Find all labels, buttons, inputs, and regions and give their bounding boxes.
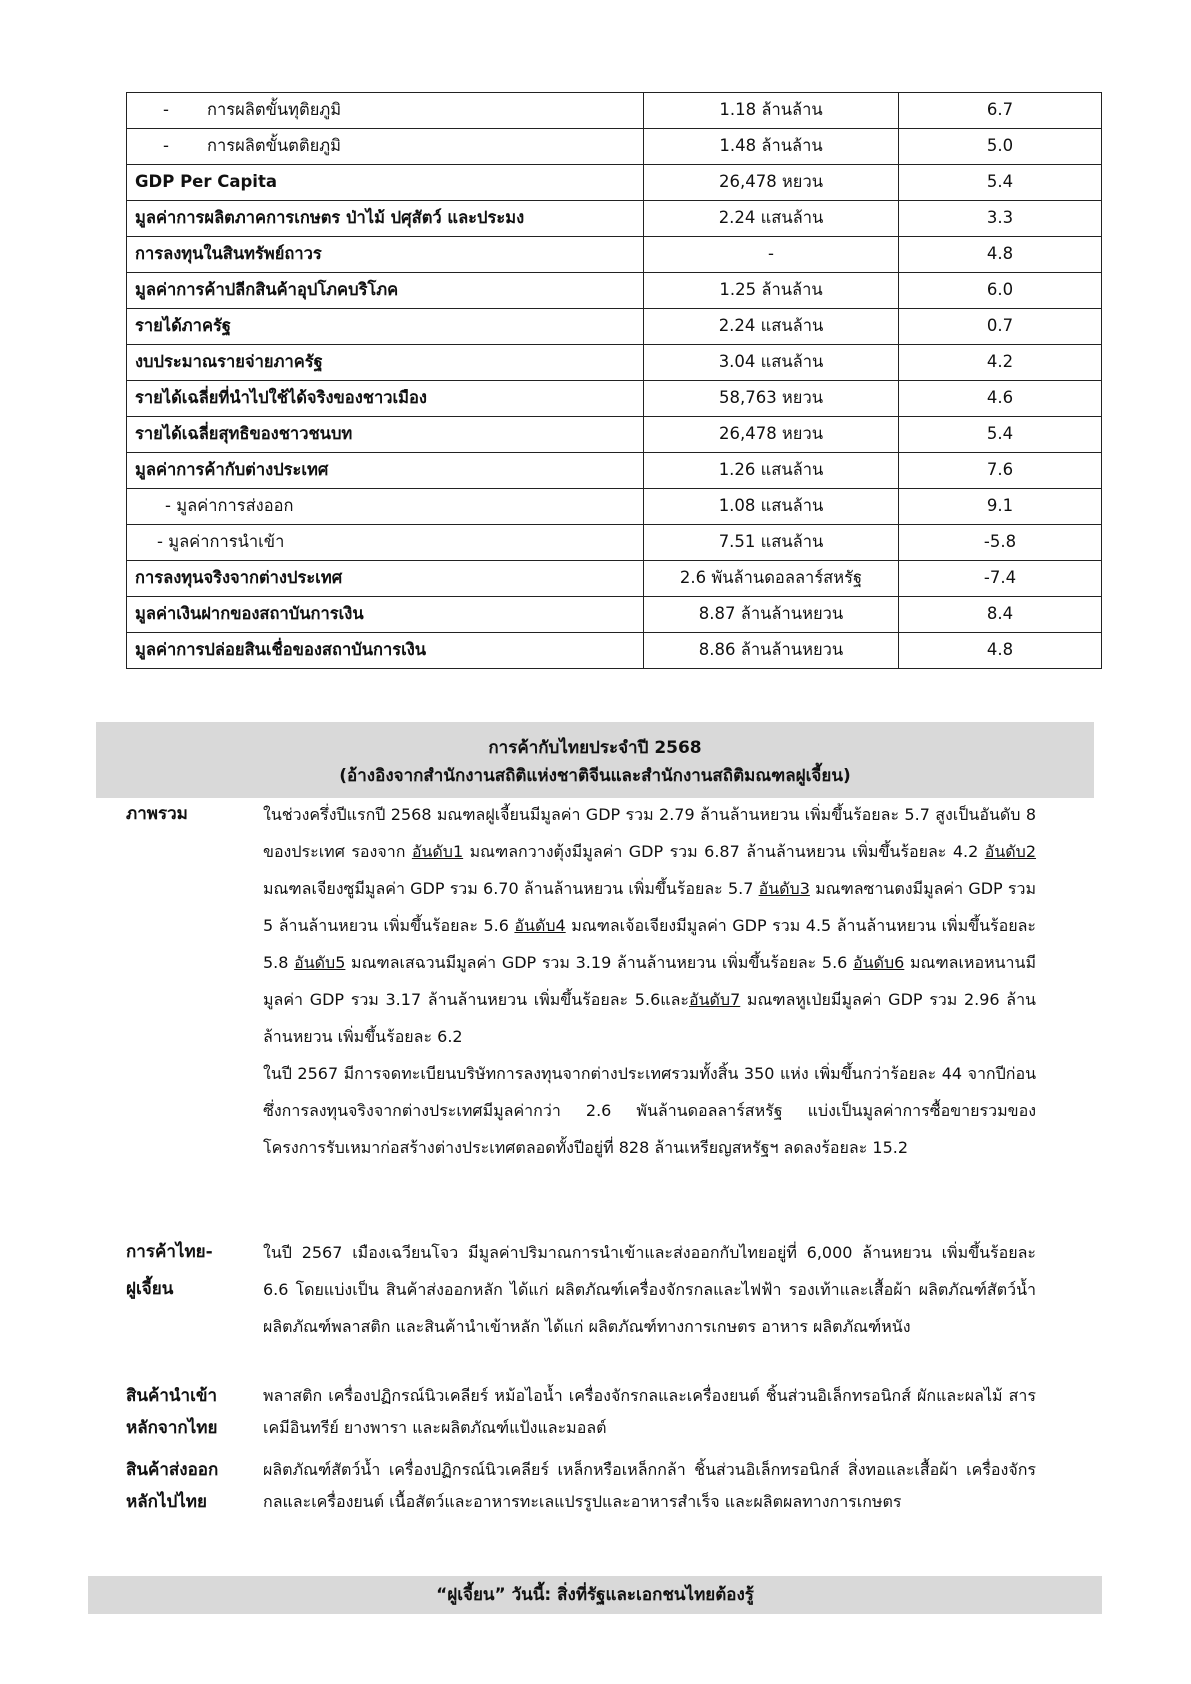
row-label-text: GDP Per Capita <box>135 172 277 192</box>
trade-label-line1: การค้าไทย- <box>126 1242 213 1262</box>
row-value: 2.6 พันล้านดอลลาร์สหรัฐ <box>644 561 899 597</box>
rank-4-label: อันดับ4 <box>514 916 566 935</box>
table-row <box>127 489 1102 525</box>
exports-label-line2: หลักไปไทย <box>126 1492 207 1512</box>
row-value: 2.24 แสนล้าน <box>644 201 899 237</box>
rank-1-label: อันดับ1 <box>411 842 464 861</box>
row-value: 1.25 ล้านล้าน <box>644 273 899 309</box>
row-label <box>127 525 644 561</box>
table-row <box>127 417 1102 453</box>
row-percent-change: -7.4 <box>899 561 1102 597</box>
row-label-text: มูลค่าการปล่อยสินเชื่อของสถาบันการเงิน <box>135 640 427 660</box>
row-percent-change: 5.4 <box>899 417 1102 453</box>
section-subtitle: (อ้างอิงจากสำนักงานสถิติแห่งชาติจีนและสำนักงานสถิติมณฑลฝูเจี้ยน) <box>339 766 851 786</box>
bullet-dash: - <box>163 100 169 120</box>
row-value: 26,478 หยวน <box>644 417 899 453</box>
text-run: มณฑลเจียงซูมีมูลค่า GDP รวม 6.70 ล้านล้านหยวน เพิ่มขึ้นร้อยละ 5.7 <box>263 879 759 898</box>
rank-3-label: อันดับ3 <box>758 879 810 898</box>
row-percent-change: 0.7 <box>899 309 1102 345</box>
table-row <box>127 381 1102 417</box>
row-label-text: รายได้ภาครัฐ <box>135 316 231 336</box>
row-label <box>127 453 644 489</box>
table-row <box>127 273 1102 309</box>
overview-paragraph-2: ในปี 2567 มีการจดทะเบียนบริษัทการลงทุนจากต่างประเทศรวมทั้งสิ้น 350 แห่ง เพิ่มขึ้นกว่าร้อยละ 44 จากปีก่อน ซึ่งการลงทุนจริงจากต่างประเทศมีมูลค่ากว่า 2.6 พันล้านดอลลาร์สหรัฐ แบ่งเป็นมูลค่าการซื้อขายรวมของโครงการรับเหมาก่อสร้างต่างประเทศตลอดทั้งปีอยู่ที่ 828 ล้านเหรียญสหรัฐฯ ลดลงร้อยละ 15.2 <box>263 1064 1036 1157</box>
section-title: การค้ากับไทยประจำปี 2568 <box>488 738 702 758</box>
row-label <box>127 165 644 201</box>
text-run: มณฑลหูเป่ยมีมูลค่า GDP รวม 2.96 ล้านล้านหยวน เพิ่มขึ้นร้อยละ 6.2 <box>263 990 1036 1046</box>
overview-label: ภาพรวม <box>126 804 188 824</box>
row-value: 26,478 หยวน <box>644 165 899 201</box>
exports-label <box>126 1454 256 1518</box>
row-label <box>127 237 644 273</box>
row-value: 1.26 แสนล้าน <box>644 453 899 489</box>
table-row <box>127 165 1102 201</box>
row-value: 7.51 แสนล้าน <box>644 525 899 561</box>
trade-text: ในปี 2567 เมืองเฉวียนโจว มีมูลค่าปริมาณการนำเข้าและส่งออกกับไทยอยู่ที่ 6,000 ล้านหยวน เพิ่มขึ้นร้อยละ 6.6 โดยแบ่งเป็น สินค้าส่งออกหลัก ได้แก่ ผลิตภัณฑ์เครื่องจักรกลและไฟฟ้า รองเท้าและเสื้อผ้า ผลิตภัณฑ์สัตว์น้ำ ผลิตภัณฑ์พลาสติก และสินค้านำเข้าหลัก ได้แก่ ผลิตภัณฑ์ทางการเกษตร อาหาร ผลิตภัณฑ์หนัง <box>263 1243 1036 1336</box>
text-run: ในช่วงครึ่งปีแรกปี 2568 มณฑลฝูเจี้ยนมีมูลค่า GDP รวม 2.79 ล้านล้านหยวน เพิ่มขึ้นร้อยละ 5.7 สูงเป็นอันดับ 8 ของประเทศ รองจาก <box>263 805 1036 861</box>
footer-banner: “ฝูเจี้ยน” วันนี้: สิ่งที่รัฐและเอกชนไทยต้องรู้ <box>88 1576 1102 1614</box>
row-percent-change: -5.8 <box>899 525 1102 561</box>
rank-6-label: อันดับ6 <box>853 953 905 972</box>
text-run: มณฑลเสฉวนมีมูลค่า GDP รวม 3.19 ล้านล้านหยวน เพิ่มขึ้นร้อยละ 5.6 <box>345 953 854 972</box>
row-percent-change: 8.4 <box>899 597 1102 633</box>
table-row <box>127 93 1102 129</box>
row-label <box>127 597 644 633</box>
row-label-text: มูลค่าการค้าปลีกสินค้าอุปโภคบริโภค <box>135 280 399 300</box>
row-label <box>127 129 644 165</box>
row-percent-change: 6.7 <box>899 93 1102 129</box>
row-label-text: มูลค่าการผลิตภาคการเกษตร ป่าไม้ ปศุสัตว์ และประมง <box>135 208 525 228</box>
table-row <box>127 633 1102 669</box>
row-label-text: การลงทุนในสินทรัพย์ถาวร <box>135 244 322 264</box>
row-label-text: การลงทุนจริงจากต่างประเทศ <box>135 568 343 588</box>
imports-label-line1: สินค้านำเข้า <box>126 1386 218 1406</box>
row-label <box>127 201 644 237</box>
trade-section-header <box>96 722 1094 798</box>
imports-row <box>126 1380 1036 1450</box>
row-value: 8.87 ล้านล้านหยวน <box>644 597 899 633</box>
trade-label <box>126 1234 256 1308</box>
row-percent-change: 6.0 <box>899 273 1102 309</box>
row-value: 8.86 ล้านล้านหยวน <box>644 633 899 669</box>
row-value: 2.24 แสนล้าน <box>644 309 899 345</box>
row-percent-change: 4.8 <box>899 633 1102 669</box>
table-row <box>127 237 1102 273</box>
text-run: มณฑลเจ้อเจียงมีมูลค่า GDP รวม 4.5 ล้านล้านหยวน เพิ่มขึ้นร้อยละ 5.8 <box>263 916 1036 972</box>
table-row <box>127 597 1102 633</box>
row-label <box>127 561 644 597</box>
table-row <box>127 525 1102 561</box>
overview-text <box>263 796 1036 1166</box>
exports-label-line1: สินค้าส่งออก <box>126 1460 219 1480</box>
row-value: 58,763 หยวน <box>644 381 899 417</box>
row-label-text: งบประมาณรายจ่ายภาครัฐ <box>135 352 323 372</box>
overview-paragraph-1 <box>263 796 1036 1055</box>
row-label <box>127 309 644 345</box>
row-label-text: รายได้เฉลี่ยสุทธิของชาวชนบท <box>135 424 353 444</box>
row-percent-change: 9.1 <box>899 489 1102 525</box>
stats-table-body <box>127 93 1102 669</box>
row-label-text: - มูลค่าการนำเข้า <box>157 532 285 552</box>
table-row <box>127 309 1102 345</box>
row-value: 3.04 แสนล้าน <box>644 345 899 381</box>
text-run: มณฑลกวางตุ้งมีมูลค่า GDP รวม 6.87 ล้านล้านหยวน เพิ่มขึ้นร้อยละ 4.2 <box>463 842 985 861</box>
row-label <box>127 417 644 453</box>
row-label-text: การผลิตขั้นทุติยภูมิ <box>207 100 342 120</box>
row-label-text: รายได้เฉลี่ยที่นำไปใช้ได้จริงของชาวเมือง <box>135 388 427 408</box>
text-run: มณฑลซานตงมีมูลค่า GDP รวม 5 ล้านล้านหยวน เพิ่มขึ้นร้อยละ 5.6 <box>263 879 1036 935</box>
row-percent-change: 5.0 <box>899 129 1102 165</box>
row-percent-change: 4.2 <box>899 345 1102 381</box>
row-value: 1.48 ล้านล้าน <box>644 129 899 165</box>
row-percent-change: 7.6 <box>899 453 1102 489</box>
row-percent-change: 5.4 <box>899 165 1102 201</box>
row-label <box>127 633 644 669</box>
row-label-text: มูลค่าการค้ากับต่างประเทศ <box>135 460 329 480</box>
table-row <box>127 129 1102 165</box>
row-label-text: - มูลค่าการส่งออก <box>165 496 294 516</box>
row-value: 1.08 แสนล้าน <box>644 489 899 525</box>
row-label <box>127 345 644 381</box>
row-percent-change: 4.8 <box>899 237 1102 273</box>
rank-5-label: อันดับ5 <box>294 953 346 972</box>
table-row <box>127 453 1102 489</box>
rank-2-label: อันดับ2 <box>984 842 1037 861</box>
rank-7-label: อันดับ7 <box>688 990 741 1009</box>
overview-row <box>126 796 1036 1196</box>
row-label <box>127 489 644 525</box>
table-row <box>127 345 1102 381</box>
row-percent-change: 4.6 <box>899 381 1102 417</box>
row-label <box>127 93 644 129</box>
economic-stats-table <box>126 92 1102 669</box>
row-label-text: การผลิตขั้นตติยภูมิ <box>207 136 342 156</box>
imports-text: พลาสติก เครื่องปฏิกรณ์นิวเคลียร์ หม้อไอน้ำ เครื่องจักรกลและเครื่องยนต์ ชิ้นส่วนอิเล็กทรอนิกส์ ผักและผลไม้ สารเคมีอินทรีย์ ยางพารา และผลิตภัณฑ์แป้งและมอลต์ <box>263 1386 1036 1437</box>
exports-row <box>126 1454 1036 1554</box>
text-run: มณฑลเหอหนานมีมูลค่า GDP รวม 3.17 ล้านล้านหยวน เพิ่มขึ้นร้อยละ 5.6และ <box>263 953 1037 1009</box>
row-value: 1.18 ล้านล้าน <box>644 93 899 129</box>
exports-text: ผลิตภัณฑ์สัตว์น้ำ เครื่องปฏิกรณ์นิวเคลียร์ เหล็กหรือเหล็กกล้า ชิ้นส่วนอิเล็กทรอนิกส์ สิ่งทอและเสื้อผ้า เครื่องจักรกลและเครื่องยนต์ เนื้อสัตว์และอาหารทะเลแปรรูปและอาหารสำเร็จ และผลิตผลทางการเกษตร <box>263 1460 1036 1511</box>
bullet-dash: - <box>163 136 169 156</box>
table-row <box>127 561 1102 597</box>
table-row <box>127 201 1102 237</box>
trade-row <box>126 1234 1036 1384</box>
row-label-text: มูลค่าเงินฝากของสถาบันการเงิน <box>135 604 364 624</box>
trade-label-line2: ฝูเจี้ยน <box>126 1279 174 1299</box>
row-label <box>127 273 644 309</box>
row-value: - <box>644 237 899 273</box>
row-label <box>127 381 644 417</box>
imports-label-line2: หลักจากไทย <box>126 1418 218 1438</box>
row-percent-change: 3.3 <box>899 201 1102 237</box>
imports-label <box>126 1380 256 1444</box>
